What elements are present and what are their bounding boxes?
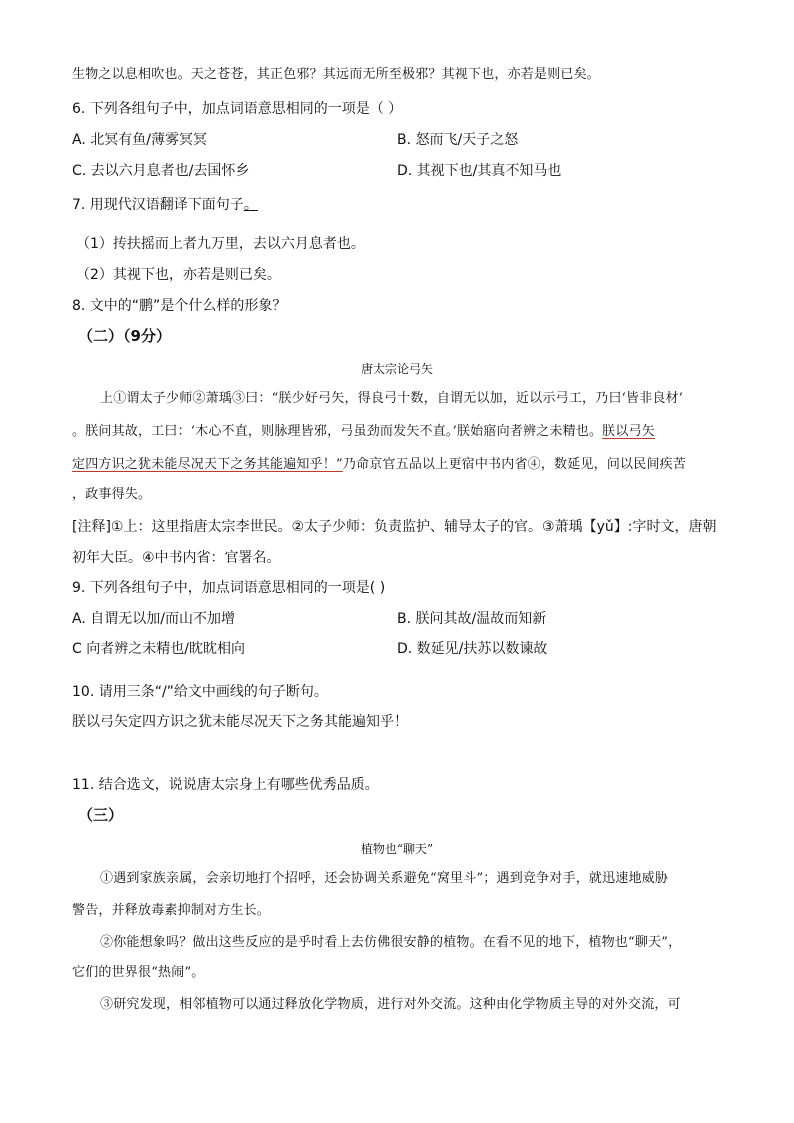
- section-2-notes-line-2: 初年大臣。④中书内省：官署名。: [72, 550, 281, 566]
- question-10-stem: 10. 请用三条“/”给文中画线的句子断句。: [72, 684, 328, 700]
- question-9-option-c: C 向者辨之未精也/眈眈相向: [72, 641, 245, 657]
- question-6-option-b: B. 怒而飞/天子之怒: [397, 132, 519, 148]
- question-9-option-d: D. 数延见/扶苏以数谏故: [397, 641, 548, 657]
- question-8-stem: 8. 文中的“鹏”是个什么样的形象？: [72, 298, 287, 314]
- section-3-paragraph-1-line-1: ①遇到家族亲属，会亲切地打个招呼，还会协调关系避免“窝里斗”；遇到竞争对手，就迅速地威胁: [100, 871, 669, 886]
- question-11-stem: 11. 结合选文，说说唐太宗身上有哪些优秀品质。: [72, 777, 379, 793]
- question-10-sentence: 朕以弓矢定四方识之犹未能尽况天下之务其能遍知乎！: [72, 714, 408, 730]
- section-3-passage-title: 植物也“聊天”: [360, 842, 434, 856]
- section-2-passage-line-2-text: 。朕问其故，工曰：‘木心不直，则脉理皆邪，弓虽劲而发矢不直。’朕始寤向者辨之未精也。: [72, 424, 603, 439]
- section-3-paragraph-1-line-2: 警告，并释放毒素抑制对方生长。: [72, 903, 271, 918]
- section-2-passage-title: 唐太宗论弓矢: [360, 362, 433, 376]
- question-9-option-a: A. 自谓无以加/而山不加增: [72, 611, 235, 627]
- question-7-sentence-1: （1）抟扶摇而上者九万里，去以六月息者也。: [76, 236, 365, 252]
- question-7-sentence-2: （2）其视下也，亦若是则已矣。: [76, 267, 281, 283]
- question-6-option-c: C. 去以六月息者也/去国怀乡: [72, 163, 250, 179]
- question-7-stem: [72, 196, 258, 214]
- section-2-notes-line-1: [注释]①上：这里指唐太宗李世民。②太子少师：负责监护、辅导太子的官。③萧瑀【yǔ】:字时文，唐朝: [72, 519, 717, 535]
- question-6-option-a: A. 北冥有鱼/薄雾冥冥: [72, 132, 207, 148]
- section-3-paragraph-2-line-2: 它们的世界很“热闹”。: [72, 965, 205, 980]
- question-7-stem-dot: 。: [243, 197, 258, 213]
- section-3-heading: （三）: [78, 806, 124, 824]
- question-6-stem: 6. 下列各组句子中，加点词语意思相同的一项是（ ）: [72, 101, 403, 117]
- section-2-passage-line-4: ，政事得失。: [72, 487, 152, 502]
- section-2-passage-line-3-text: 乃命京官五品以上更宿中书内省④，数延见，问以民间疾苦: [342, 457, 687, 472]
- section-2-heading: （二）（9分）: [78, 327, 171, 345]
- question-9-stem: 9. 下列各组句子中，加点词语意思相同的一项是( ): [72, 580, 386, 596]
- passage-last-line: 生物之以息相吹也。天之苍苍，其正色邪？其远而无所至极邪？其视下也，亦若是则已矣。: [72, 67, 601, 82]
- section-3-paragraph-3-line-1: ③研究发现，相邻植物可以通过释放化学物质，进行对外交流。这种由化学物质主导的对外交流，可: [100, 997, 681, 1012]
- section-3-paragraph-2-line-1: ②你能想象吗？做出这些反应的是乎时看上去仿佛很安静的植物。在看不见的地下，植物也“聊天”，: [100, 935, 682, 950]
- section-2-passage-line-3: [72, 456, 686, 474]
- question-9-option-b: B. 朕问其故/温故而知新: [397, 611, 547, 627]
- underlined-sentence-part-1: 朕以弓矢: [602, 424, 655, 439]
- question-6-option-d: D. 其视下也/其真不知马也: [397, 163, 562, 179]
- section-2-passage-line-1: 上①谓太子少师②萧瑀③曰：“朕少好弓矢，得良弓十数，自谓无以加，近以示弓工，乃曰‘皆非良材’: [100, 391, 684, 406]
- question-7-stem-text: 7. 用现代汉语翻译下面句子: [72, 197, 244, 213]
- underlined-sentence-part-2: 定四方识之犹未能尽况天下之务其能遍知乎！”: [72, 457, 343, 472]
- section-2-passage-line-2: [72, 423, 655, 441]
